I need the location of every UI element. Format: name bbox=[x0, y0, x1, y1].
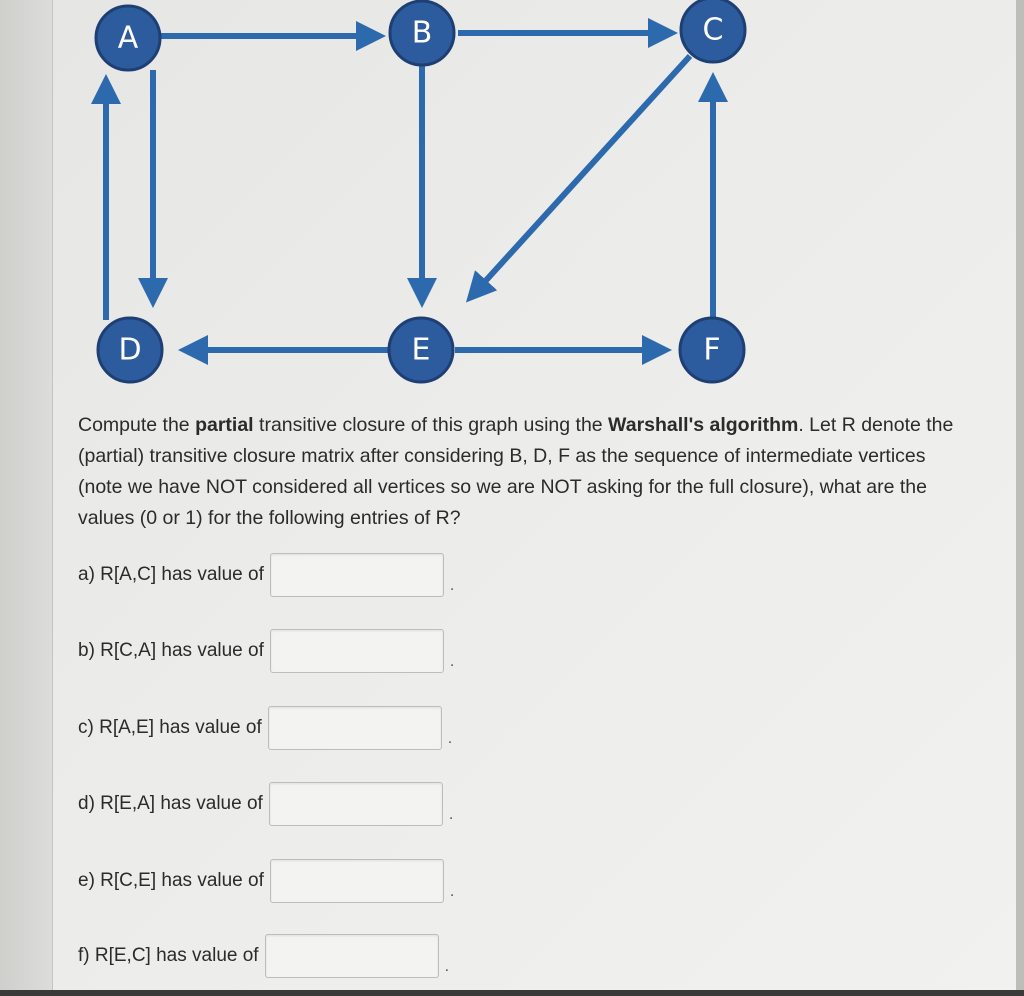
node-a bbox=[96, 6, 160, 70]
directed-graph bbox=[0, 0, 1024, 400]
answer-item-c bbox=[78, 704, 452, 752]
answer-item-b bbox=[78, 627, 454, 675]
period-c: . bbox=[447, 730, 453, 747]
answer-item-a bbox=[78, 551, 454, 599]
answer-input-a[interactable] bbox=[270, 553, 444, 597]
question-text bbox=[78, 410, 998, 534]
bottom-edge bbox=[0, 990, 1024, 996]
question-text-segment: Compute the bbox=[78, 414, 196, 436]
answer-item-e bbox=[78, 857, 454, 905]
node-f-label: F bbox=[703, 332, 721, 368]
period-f: . bbox=[444, 958, 450, 975]
question-line-4: values (0 or 1) for the following entries of R? bbox=[78, 507, 461, 529]
node-e bbox=[389, 318, 453, 382]
node-b bbox=[390, 1, 454, 65]
node-a-label: A bbox=[117, 20, 139, 56]
answer-input-b[interactable] bbox=[270, 629, 444, 673]
edge-c-e bbox=[470, 56, 690, 298]
answer-label-e: e) R[C,E] has value of bbox=[78, 870, 264, 891]
node-c-label: C bbox=[702, 12, 724, 48]
answer-input-e[interactable] bbox=[270, 859, 444, 903]
node-f bbox=[680, 318, 744, 382]
answer-item-f bbox=[78, 932, 449, 980]
question-bold-partial: partial bbox=[195, 414, 254, 436]
period-b: . bbox=[449, 653, 455, 670]
period-d: . bbox=[448, 806, 454, 823]
answer-label-f: f) R[E,C] has value of bbox=[78, 945, 259, 966]
answer-input-f[interactable] bbox=[265, 934, 439, 978]
question-text-segment: transitive closure of this graph using the bbox=[253, 414, 609, 436]
node-d-label: D bbox=[118, 332, 142, 368]
question-line-2: (partial) transitive closure matrix after considering B, D, F as the sequence of intermediate vertices bbox=[78, 445, 926, 467]
node-b-label: B bbox=[411, 15, 433, 51]
answer-label-d: d) R[E,A] has value of bbox=[78, 793, 263, 814]
answer-label-a: a) R[A,C] has value of bbox=[78, 564, 264, 585]
answer-item-d bbox=[78, 780, 453, 828]
answer-label-c: c) R[A,E] has value of bbox=[78, 717, 262, 738]
question-bold-algorithm: Warshall's algorithm bbox=[608, 414, 799, 436]
answer-input-c[interactable] bbox=[268, 706, 442, 750]
question-text-segment: . Let R denote the bbox=[798, 414, 954, 436]
answer-label-b: b) R[C,A] has value of bbox=[78, 640, 264, 661]
period-a: . bbox=[449, 577, 455, 594]
node-d bbox=[98, 318, 162, 382]
question-line-1 bbox=[78, 410, 998, 441]
answer-input-d[interactable] bbox=[269, 782, 443, 826]
period-e: . bbox=[449, 883, 455, 900]
question-line-3: (note we have NOT considered all vertices so we are NOT asking for the full closure), what are the bbox=[78, 476, 928, 498]
node-c bbox=[681, 0, 745, 62]
node-e-label: E bbox=[411, 332, 431, 368]
